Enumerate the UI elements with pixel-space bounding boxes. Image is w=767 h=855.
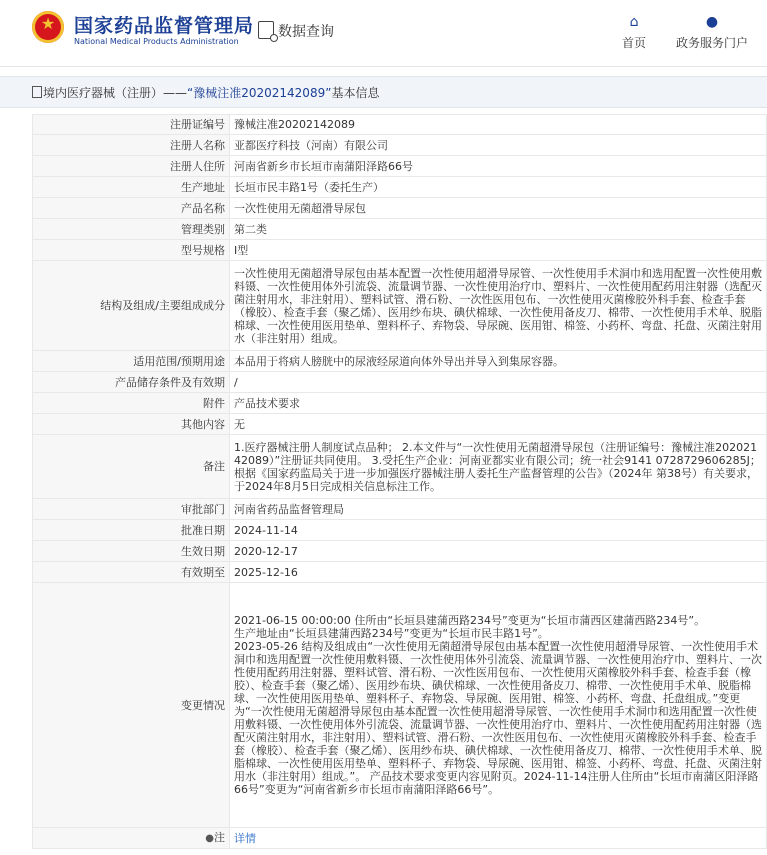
nav-service-portal-label: 政务服务门户 — [676, 36, 749, 50]
table-row — [33, 562, 767, 583]
table-row — [33, 219, 767, 240]
note-value — [230, 828, 767, 849]
breadcrumb-category: 境内医疗器械（注册）—— — [43, 86, 188, 100]
table-row — [33, 393, 767, 414]
field-value: 本品用于将病人膀胱中的尿液经尿道向体外导出并导入到集尿容器。 — [230, 351, 767, 372]
bulb-icon: ● — [205, 833, 214, 844]
table-row — [33, 435, 767, 499]
table-row — [33, 135, 767, 156]
table-row — [33, 583, 767, 828]
field-label: 注册人名称 — [33, 135, 230, 156]
brand-name-en: National Medical Products Administration — [74, 37, 239, 46]
table-row — [33, 156, 767, 177]
field-label: 结构及组成/主要组成成分 — [33, 261, 230, 351]
field-label: 附件 — [33, 393, 230, 414]
field-label: 产品储存条件及有效期 — [33, 372, 230, 393]
field-value: 豫械注准20202142089 — [230, 115, 767, 135]
field-label: 注册证编号 — [33, 115, 230, 135]
home-icon: ⌂ — [629, 14, 639, 30]
field-value: 无 — [230, 414, 767, 435]
field-label: 型号规格 — [33, 240, 230, 261]
field-label: 生产地址 — [33, 177, 230, 198]
field-value: 河南省新乡市长垣市南蒲阳泽路66号 — [230, 156, 767, 177]
table-row — [33, 198, 767, 219]
field-value: 2025-12-16 — [230, 562, 767, 583]
table-row — [33, 240, 767, 261]
data-query-link[interactable] — [258, 21, 334, 41]
note-label: ●注 — [33, 828, 230, 849]
field-value: 2024-11-14 — [230, 520, 767, 541]
field-value: 河南省药品监督管理局 — [230, 499, 767, 520]
field-label: 其他内容 — [33, 414, 230, 435]
field-label: 注册人住所 — [33, 156, 230, 177]
document-icon — [32, 86, 42, 98]
field-label: 产品名称 — [33, 198, 230, 219]
table-row — [33, 351, 767, 372]
field-value: 2020-12-17 — [230, 541, 767, 562]
table-row — [33, 414, 767, 435]
nav-service-portal[interactable] — [676, 14, 748, 51]
national-emblem-icon — [32, 11, 64, 43]
field-label: 变更情况 — [33, 583, 230, 828]
field-value: / — [230, 372, 767, 393]
field-label: 备注 — [33, 435, 230, 499]
table-row — [33, 115, 767, 135]
table-row — [33, 520, 767, 541]
table-row — [33, 499, 767, 520]
table-row — [33, 828, 767, 849]
field-label: 生效日期 — [33, 541, 230, 562]
breadcrumb-record: “豫械注准20202142089” — [187, 86, 332, 100]
field-value: 2021-06-15 00:00:00 住所由“长垣县建蒲西路234号”变更为“长垣市蒲西区建蒲西路234号”。 生产地址由“长垣县建蒲西路234号”变更为“长垣市民丰路1号”。 2023-05-26 结构及组成由“一次性使用无菌超滑导尿包由基本配置一次性使用超滑导尿管、一次性使用手术洞巾和选用配置一次性使用敷料镊、一次性使用体外引流袋、流量调节器、一次性使用治疗巾、塑料片、一次性使用配药用注射器、塑料试管、滑石粉、一次性医用包布、一次性使用灭菌橡胶外科手套、检查手套（橡胶）、检查手套（聚乙烯）、医用纱布块、碘伏棉球、一次性使用备皮刀、棉带、一次性使用手术单、脱脂棉球、一次性使用医用垫单、塑料杯子、弃物袋、导尿碗、医用钳、棉签、小药杯、弯盘、托盘组成。”变更为“一次性使用无菌超滑导尿包由基本配置一次性使用超滑导尿管、一次性使用手术洞巾和选用配置一次性使用敷料镊、一次性使用体外引流袋、流量调节器、一次性使用治疗巾、塑料片、一次性使用配药用注射器（选配灭菌注射用水，非注射用）、塑料试管、滑石粉、一次性医用包布、一次性使用灭菌橡胶外科手套、检查手套（橡胶）、检查手套（聚乙烯）、医用纱布块、碘伏棉球、一次性使用备皮刀、棉带、一次性使用手术单、脱脂棉球、一次性使用医用垫单、塑料杯子、弃物袋、导尿碗、医用钳、棉签、小药杯、弯盘、托盘、灭菌注射用水（非注射用）组成。”。 产品技术要求变更内容见附页。2024-11-14注册人住所由“长垣市南蒲区阳泽路66号”变更为“河南省新乡市长垣市南蒲阳泽路66号”。 — [230, 583, 767, 828]
field-value: 长垣市民丰路1号（委托生产） — [230, 177, 767, 198]
data-query-icon — [258, 21, 274, 39]
field-label: 批准日期 — [33, 520, 230, 541]
data-query-label: 数据查询 — [278, 24, 334, 40]
field-label: 有效期至 — [33, 562, 230, 583]
field-label: 管理类别 — [33, 219, 230, 240]
table-row — [33, 541, 767, 562]
table-row — [33, 177, 767, 198]
field-label: 审批部门 — [33, 499, 230, 520]
user-icon: ● — [705, 14, 719, 30]
nav-home-label: 首页 — [622, 36, 647, 50]
registration-info-table — [32, 114, 767, 849]
field-value: 1.医疗器械注册人制度试点品种； 2.本文件与“一次性使用无菌超滑导尿包（注册证编号：豫械注准20202142089）”注册证共同使用。 3.受托生产企业：河南亚都实业有限公司；统一社会9141 0728729606285J； 根据《国家药监局关于进一步加强医疗器械注册人委托生产监督管理的公告》（2024年 第38号）有关要求，于2024年8月5日完成相关信息标注工作。 — [230, 435, 767, 499]
breadcrumb-bar — [0, 76, 767, 108]
field-value: Ⅰ型 — [230, 240, 767, 261]
field-value: 产品技术要求 — [230, 393, 767, 414]
site-header — [0, 0, 767, 67]
brand-name-cn[interactable]: 国家药品监督管理局 — [74, 15, 255, 37]
field-value: 亚都医疗科技（河南）有限公司 — [230, 135, 767, 156]
field-value: 一次性使用无菌超滑导尿包 — [230, 198, 767, 219]
field-value: 一次性使用无菌超滑导尿包由基本配置一次性使用超滑导尿管、一次性使用手术洞巾和选用配置一次性使用敷料镊、一次性使用体外引流袋、流量调节器、一次性使用治疗巾、塑料片、一次性使用配药用注射器（选配灭菌注射用水，非注射用）、塑料试管、滑石粉、一次性医用包布、一次性使用灭菌橡胶外科手套、检查手套（橡胶）、检查手套（聚乙烯）、医用纱布块、碘伏棉球、一次性使用备皮刀、棉带、一次性使用手术单、脱脂棉球、一次性使用医用垫单、塑料杯子、弃物袋、导尿碗、医用钳、棉签、小药杯、弯盘、托盘、灭菌注射用水（非注射用）组成。 — [230, 261, 767, 351]
table-row — [33, 372, 767, 393]
breadcrumb-suffix: 基本信息 — [331, 86, 380, 100]
field-value: 第二类 — [230, 219, 767, 240]
details-link[interactable]: 详情 — [234, 831, 256, 845]
breadcrumb — [32, 84, 379, 101]
table-row — [33, 261, 767, 351]
nav-home[interactable] — [622, 14, 646, 51]
field-label: 适用范围/预期用途 — [33, 351, 230, 372]
